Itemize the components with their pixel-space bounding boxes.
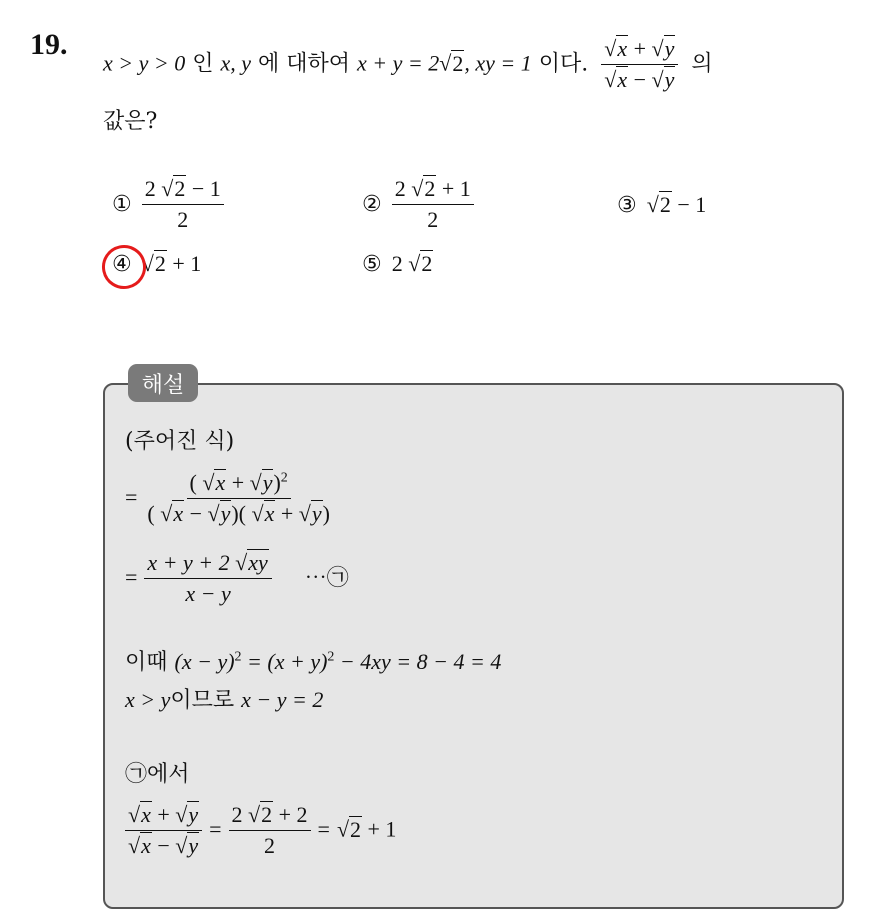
equation-sum-radicand: 2 [452, 50, 464, 76]
choice-5-mark: ⑤ [362, 251, 382, 277]
solution-line-3: = $\frac{x + y + 2 √xy}{x - y}$ ⋯㉠ [125, 550, 349, 606]
solution-line-5: x > y이므로 x − y = 2 [125, 687, 324, 713]
solution-line-6: ㉠에서 [125, 762, 190, 787]
solution-final-lhs: $\frac{√x + √y}{√x - √y}$ [125, 802, 202, 859]
selected-answer-circle [98, 241, 150, 293]
reference-mark: ⋯㉠ [304, 564, 349, 590]
solution-final-line: $\frac{√x + √y}{√x - √y}$ = $\frac{2 √2 + 2}{2}$ = √2 + 1 [125, 802, 396, 859]
condition-inequality: x > y > 0 [103, 50, 186, 76]
solution-line-2: = $\frac{( √x + √y)^2}{( √x - √y)( √x + √y)}$ [125, 470, 333, 527]
choice-3-value: √2 − 1 [646, 192, 707, 217]
condition-word: 이다. [538, 51, 589, 77]
target-expression: $\frac{√x + √y}{√x - √y}$ [601, 36, 678, 93]
choice-5[interactable] [362, 251, 433, 277]
choice-3-mark: ③ [617, 192, 637, 218]
choice-3[interactable] [617, 192, 706, 218]
solution-fraction-2: $\frac{x + y + 2 √xy}{x - y}$ [144, 550, 271, 607]
condition-word: 인 [192, 51, 214, 77]
solution-line-4: 이때 $(x - y)^2 = (x + y)^2 - 4xy = 8 - 4 = 4$ [125, 649, 502, 675]
question-statement: x > y > 0 인 x, y 에 대하여 x + y = 2√2, xy = 1 이다. $\frac{√x + √y}{√x - √y}$ 의 [103, 36, 713, 92]
choice-2-value: $\frac{2 √2 + 1}{2}$ [392, 176, 474, 233]
question-number: 19. [30, 28, 68, 61]
equation-sum: x + y = 2 [357, 50, 440, 76]
choice-4-value: √2 + 1 [141, 251, 202, 276]
solution-fraction-1: $\frac{( √x + √y)^2}{( √x - √y)( √x + √y)}$ [147, 470, 330, 526]
solution-final-middle: $\frac{2 √2 + 2}{2}$ [229, 802, 311, 859]
condition-word: 의 [691, 51, 713, 77]
choice-5-value: 2 √2 [391, 251, 433, 276]
condition-word: 에 대하여 [258, 51, 351, 77]
question-ending: 값은? [103, 109, 158, 134]
solution-final-answer: √2 + 1 [336, 816, 397, 842]
choice-2[interactable] [362, 176, 474, 233]
equation-product: , xy = 1 [464, 50, 532, 76]
choice-1-value: $\frac{2 √2 - 1}{2}$ [142, 176, 224, 233]
solution-line-1: (주어진 식) [125, 429, 235, 454]
solution-badge: 해설 [128, 364, 198, 402]
choice-4-mark: ④ [112, 251, 132, 277]
choice-2-mark: ② [362, 192, 382, 217]
choice-1[interactable] [112, 176, 224, 233]
condition-variables: x, y [220, 50, 252, 76]
choice-1-mark: ① [112, 192, 132, 217]
